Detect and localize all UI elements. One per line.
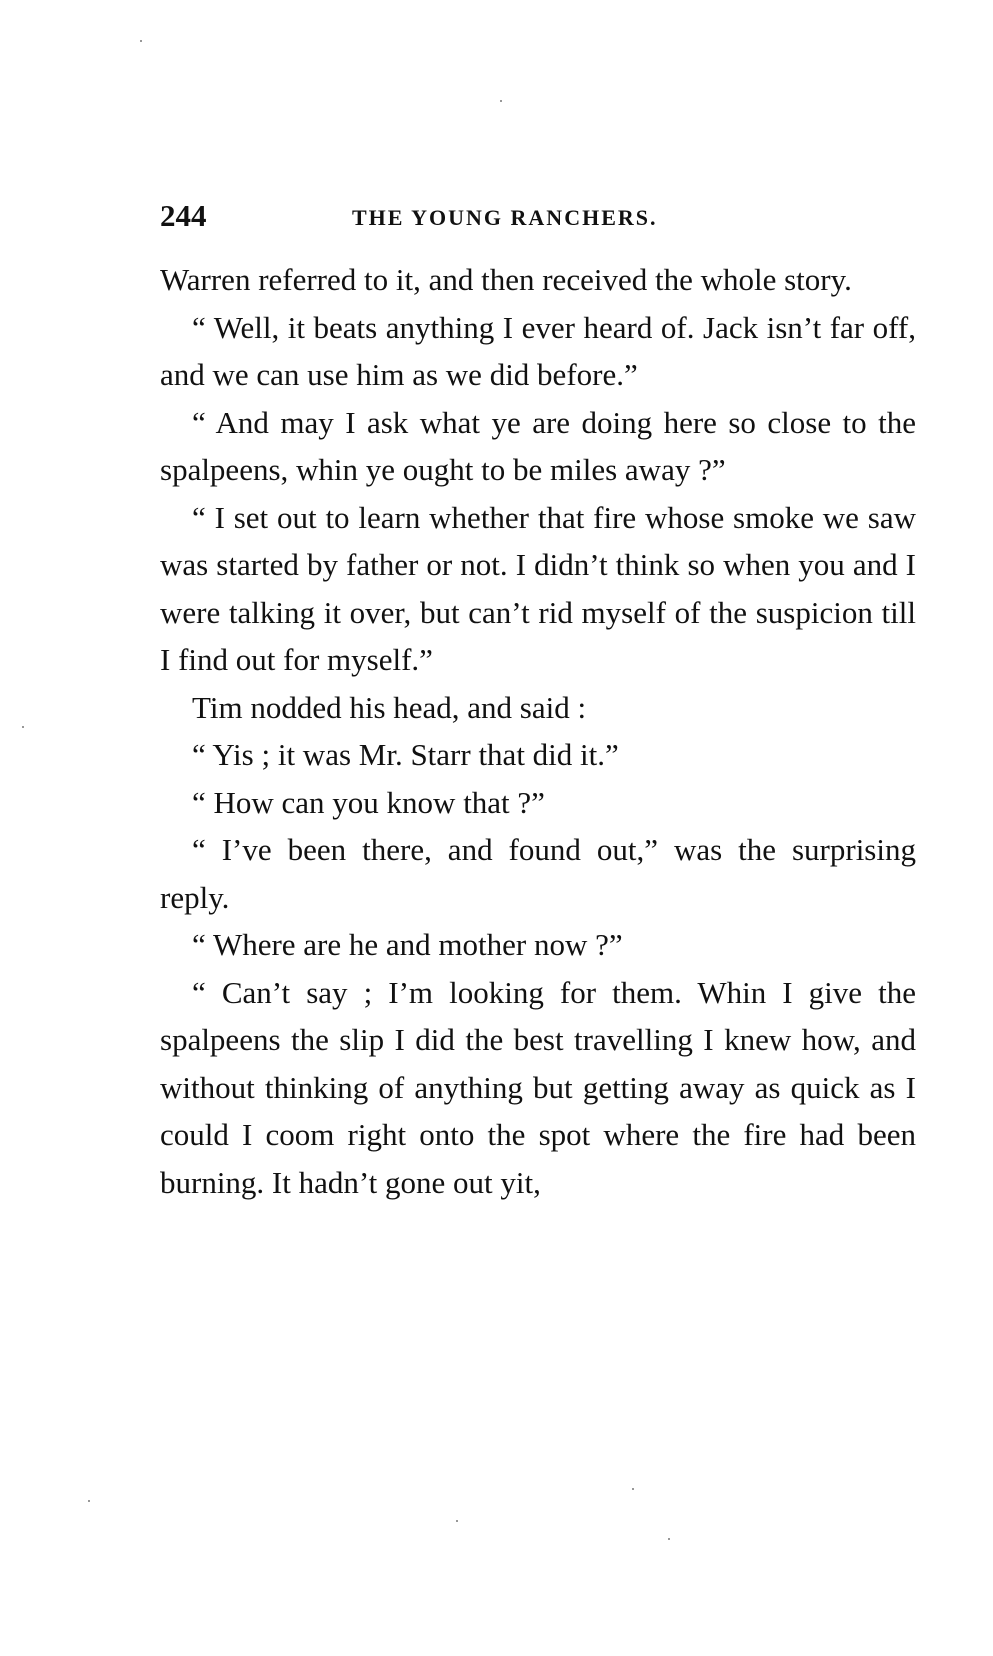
paragraph: “ Well, it beats anything I ever heard of. Jack isn’t far off, and we can use him as we did before.” (160, 309, 916, 392)
scan-speck (668, 1538, 670, 1540)
page-header (160, 196, 916, 236)
body-text (160, 256, 916, 1206)
scan-speck (456, 1520, 458, 1522)
paragraph: “ How can you know that ?” (192, 784, 545, 820)
paragraph: “ Can’t say ; I’m looking for them. Whin I give the spalpeens the slip I did the best travelling I knew how, and without thinking of anything but getting away as quick as I could I coom right onto the spot where the fire had been burning. It hadn’t gone out yit, (160, 974, 916, 1200)
paragraph: “ And may I ask what ye are doing here so close to the spalpeens, whin ye ought to be miles away ?” (160, 404, 916, 487)
scan-speck (632, 1488, 634, 1490)
scan-speck (22, 726, 24, 728)
paragraph: “ Where are he and mother now ?” (192, 927, 623, 962)
paragraph: Warren referred to it, and then received the whole story. (160, 262, 852, 297)
running-title: THE YOUNG RANCHERS. (352, 205, 658, 230)
paragraph: “ I set out to learn whether that fire whose smoke we saw was started by father or not. I didn’t think so when you and I were talking it over, but can’t rid myself of the suspicion till I find out for myself.” (160, 499, 916, 677)
paragraph: “ I’ve been there, and found out,” was the surprising reply. (160, 832, 916, 915)
page-number: 244 (160, 198, 207, 233)
scan-speck (88, 1500, 90, 1502)
scan-speck (140, 40, 142, 42)
paragraph: “ Yis ; it was Mr. Starr that did it.” (192, 737, 619, 772)
scan-speck (500, 100, 502, 102)
paragraph: Tim nodded his head, and said : (192, 689, 587, 725)
